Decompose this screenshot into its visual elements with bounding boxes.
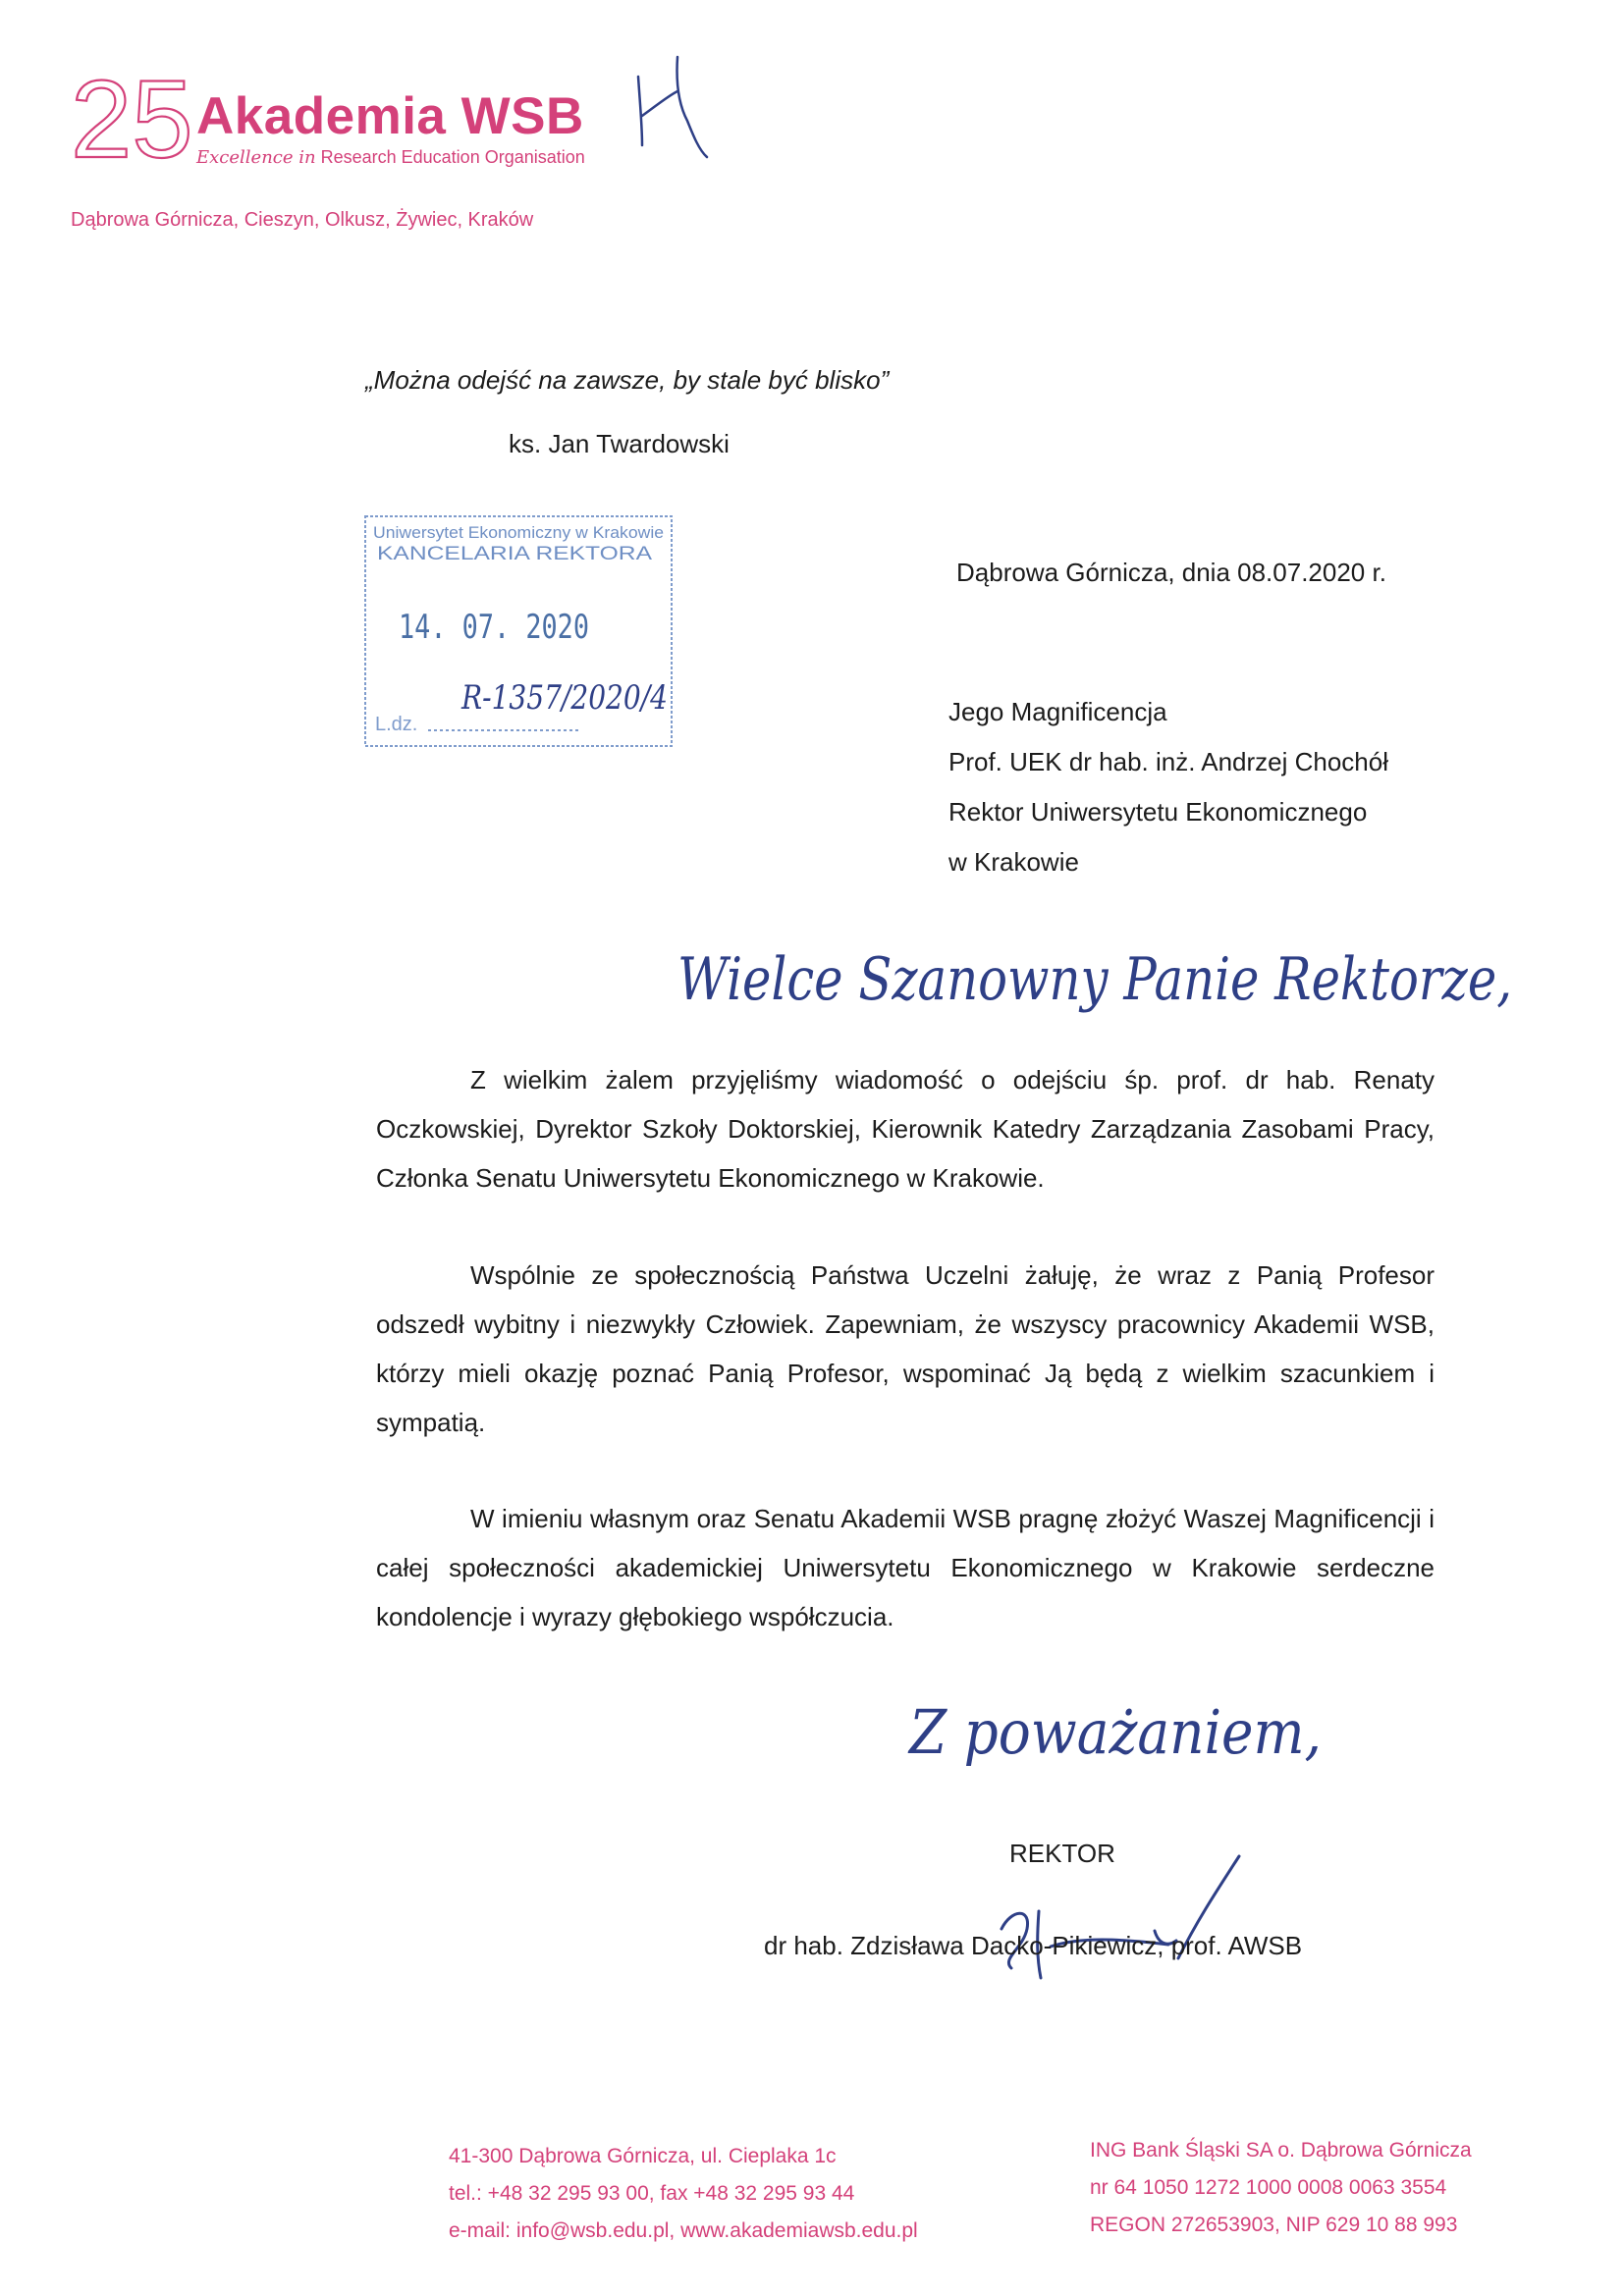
footer-bank (1090, 2132, 1472, 2244)
recipient-line: Prof. UEK dr hab. inż. Andrzej Chochół (948, 747, 1389, 776)
svg-text:R-1357/2020/4: R-1357/2020/4 (460, 678, 668, 718)
svg-text:Wielce Szanowny Panie Rektorze: Wielce Szanowny Panie Rektorze, (677, 945, 1512, 1014)
handwritten-signature (982, 1821, 1276, 1998)
place-date: Dąbrowa Górnicza, dnia 08.07.2020 r. (956, 558, 1386, 587)
footer-line: tel.: +48 32 295 93 00, fax +48 32 295 93 44 (449, 2182, 855, 2205)
paragraph-text: Z wielkim żalem przyjęliśmy wiadomość o odejściu śp. prof. dr hab. Renaty Oczkowskiej, Dyrektor Szkoły Doktorskiej, Kierownik Katedry Zarządzania Zasobami Pracy, Członka Senatu Uniwersytetu Ekonomicznego w Krakowie. (376, 1065, 1435, 1193)
handwritten-closing (903, 1659, 1335, 1806)
recipient-line: Jego Magnificencja (948, 697, 1167, 726)
brand-name: Akademia WSB (196, 87, 584, 145)
logo-25-mark (71, 58, 198, 181)
tagline-script: Excellence in (196, 147, 316, 168)
svg-text:KANCELARIA REKTORA: KANCELARIA REKTORA (377, 544, 653, 564)
svg-text:Uniwersytet Ekonomiczny w Krak: Uniwersytet Ekonomiczny w Krakowie (373, 523, 664, 542)
footer-line: e-mail: info@wsb.edu.pl, www.akademiawsb.edu.pl (449, 2219, 918, 2242)
svg-text:14. 07. 2020: 14. 07. 2020 (399, 608, 589, 647)
footer-address (449, 2138, 918, 2250)
brand-cities: Dąbrowa Górnicza, Cieszyn, Olkusz, Żywiec, Kraków (71, 209, 534, 231)
handwritten-salutation (668, 913, 1532, 1041)
motto-author: ks. Jan Twardowski (509, 429, 730, 458)
chancellery-stamp (363, 512, 676, 750)
signer-title: REKTOR (1009, 1839, 1115, 1868)
svg-text:L.dz.: L.dz. (375, 714, 418, 735)
footer-line: REGON 272653903, NIP 629 10 88 993 (1090, 2214, 1458, 2236)
letter-paragraph (376, 1055, 1435, 1202)
letter-paragraph (376, 1251, 1435, 1447)
paragraph-text: W imieniu własnym oraz Senatu Akademii WSB pragnę złożyć Waszej Magnificencji i całej społeczności akademickiej Uniwersytetu Ekonomicznego w Krakowie serdeczne kondolencje i wyrazy głębokiego współczucia. (376, 1504, 1435, 1631)
recipient-block (948, 687, 1388, 887)
tagline-rest: Research Education Organisation (320, 147, 585, 167)
recipient-line: Rektor Uniwersytetu Ekonomicznego (948, 797, 1368, 827)
footer-line: ING Bank Śląski SA o. Dąbrowa Górnicza (1090, 2139, 1472, 2162)
footer-line: nr 64 1050 1272 1000 0008 0063 3554 (1090, 2176, 1447, 2199)
footer-line: 41-300 Dąbrowa Górnicza, ul. Cieplaka 1c (449, 2145, 837, 2167)
svg-text:Z poważaniem,: Z poważaniem, (907, 1696, 1322, 1768)
motto-quote: „Można odejść na zawsze, by stale być blisko” (365, 365, 890, 395)
paragraph-text: Wspólnie ze społecznością Państwa Uczelni żałuję, że wraz z Panią Profesor odszedł wybitny i niezwykły Człowiek. Zapewniam, że wszyscy pracownicy Akademii WSB, którzy mieli okazję poznać Panią Profesor, wspominać Ją będą z wielkim szacunkiem i sympatią. (376, 1260, 1435, 1437)
recipient-line: w Krakowie (948, 847, 1079, 877)
signer-name: dr hab. Zdzisława Dacko-Pikiewicz, prof. AWSB (764, 1931, 1303, 1960)
brand-tagline (196, 147, 585, 168)
svg-text:25: 25 (71, 58, 193, 181)
letter-paragraph (376, 1494, 1435, 1641)
initial-handwritten-mark (628, 47, 717, 165)
